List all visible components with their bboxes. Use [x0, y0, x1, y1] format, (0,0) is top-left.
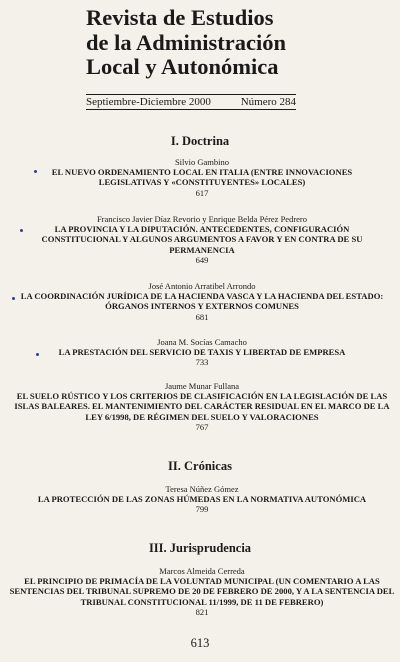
- bullet-mark: [12, 297, 15, 300]
- article-title: EL SUELO RÚSTICO Y LOS CRITERIOS DE CLASIFICACIÓN EN LA LEGISLACIÓN DE LAS ISLAS BALEARES. EL MANTENIMIENTO DEL CARÁCTER RESIDUAL EN EL MARCO DE LA LEY 6/1998, DE RÉGIMEN DEL SUELO Y VALORACIONES: [14, 391, 390, 422]
- article-page: 681: [195, 311, 209, 322]
- article-title: LA PROVINCIA Y LA DIPUTACIÓN. ANTECEDENTES, CONFIGURACIÓN CONSTITUCIONAL Y ALGUNOS ARGUMENTOS A FAVOR Y EN CONTRA DE SU PERMANENCIA: [41, 224, 363, 255]
- article-author: Jaume Munar Fullana: [164, 381, 240, 391]
- article-page: 649: [195, 255, 209, 266]
- issue-number: Número 284: [240, 96, 296, 108]
- article-title: LA PRESTACIÓN DEL SERVICIO DE TAXIS Y LIBERTAD DE EMPRESA: [58, 347, 346, 357]
- journal-title-line: Local y Autonómica: [86, 54, 279, 79]
- toc-entry: [8, 484, 396, 514]
- article-page: 799: [195, 504, 209, 515]
- bullet-mark: [20, 229, 23, 232]
- toc-entry: [8, 157, 396, 198]
- article-page: 733: [195, 357, 209, 368]
- article-author: Francisco Javier Díaz Revorio y Enrique Belda Pérez Pedrero: [96, 214, 308, 224]
- journal-title: [86, 6, 386, 80]
- article-author: José Antonio Arratibel Arrondo: [148, 281, 256, 291]
- article-author: Joana M. Socías Camacho: [157, 337, 247, 347]
- toc-entry: [8, 566, 396, 617]
- journal-title-line: de la Administración: [86, 29, 287, 55]
- toc-entry: [8, 281, 396, 322]
- toc-entry: [8, 214, 396, 265]
- article-author: Teresa Núñez Gómez: [165, 484, 239, 494]
- article-page: 821: [195, 607, 209, 618]
- article-author: Silvio Gambino: [174, 157, 230, 167]
- article-title: LA PROTECCIÓN DE LAS ZONAS HÚMEDAS EN LA NORMATIVA AUTONÓMICA: [37, 494, 367, 504]
- section-heading-doctrina: I. Doctrina: [170, 134, 230, 148]
- toc-entry: [8, 381, 396, 432]
- toc-entry: [8, 337, 396, 367]
- section-heading-cronicas: II. Crónicas: [168, 459, 232, 473]
- page-folio: 613: [190, 636, 210, 650]
- bullet-mark: [34, 170, 37, 173]
- article-author: Marcos Almeida Cerreda: [159, 566, 245, 576]
- bullet-mark: [36, 353, 39, 356]
- article-page: 617: [195, 187, 209, 198]
- section-heading-jurisprudencia: III. Jurisprudencia: [148, 541, 252, 555]
- journal-title-line: Revista de Estudios: [86, 5, 274, 30]
- article-title: EL PRINCIPIO DE PRIMACÍA DE LA VOLUNTAD MUNICIPAL (UN COMENTARIO A LAS SENTENCIAS DEL TRIBUNAL SUPREMO DE 20 DE FEBRERO DE 2000, Y A LA SENTENCIA DEL TRIBUNAL CONSTITUCIONAL 11/1999, DE 11 DE FEBRERO): [9, 576, 395, 607]
- issue-period: Septiembre-Diciembre 2000: [86, 96, 211, 108]
- issue-info: [86, 94, 296, 110]
- article-page: 767: [195, 422, 209, 433]
- article-title: EL NUEVO ORDENAMIENTO LOCAL EN ITALIA (ENTRE INNOVACIONES LEGISLATIVAS Y «CONSTITUYENTES» LOCALES): [51, 167, 353, 188]
- article-title: LA COORDINACIÓN JURÍDICA DE LA HACIENDA VASCA Y LA HACIENDA DEL ESTADO: ÓRGANOS INTERNOS Y EXTERNOS COMUNES: [20, 291, 384, 312]
